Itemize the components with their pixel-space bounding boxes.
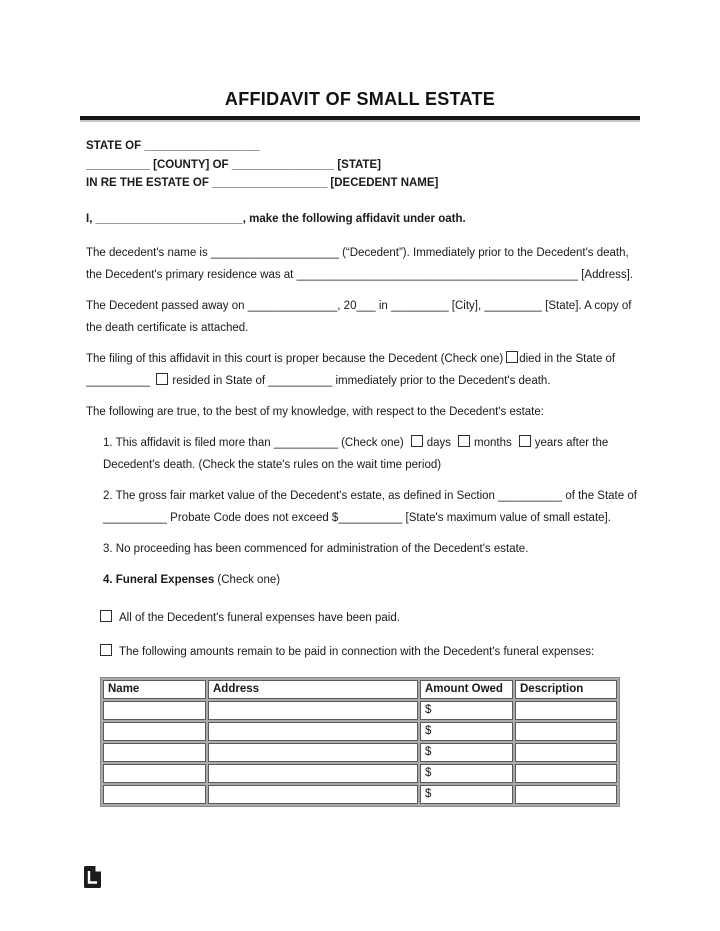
amounts-remain-label: The following amounts remain to be paid in connection with the Decedent's funeral expenses:: [119, 645, 595, 658]
table-cell-name[interactable]: [103, 743, 206, 762]
page-title: AFFIDAVIT OF SMALL ESTATE: [224, 89, 496, 109]
filing-venue-paragraph: The filing of this affidavit in this court is proper because the Decedent (Check one) died in the State of __________ resided in State of __________ immediately prior to the Decedent's death.: [86, 352, 616, 387]
years-checkbox[interactable]: [519, 435, 531, 447]
max-value-field: __________: [338, 511, 403, 524]
table-cell-amount-owed[interactable]: $: [420, 785, 513, 804]
wait-time-field: __________: [273, 436, 338, 449]
table-cell-description[interactable]: [515, 785, 617, 804]
death-city-field: _________: [391, 299, 449, 312]
table-cell-address[interactable]: [208, 764, 418, 783]
decedent-name-bracket-label: [DECEDENT NAME]: [330, 177, 439, 189]
item-2-market-value: 2. The gross fair market value of the Decedent's estate, as defined in Section __________ of the State of __________ Probate Code does not exceed $__________ [State's maximum value of small estate].: [103, 489, 637, 524]
caption-block: [86, 137, 638, 193]
state-bracket-label: [STATE]: [337, 158, 381, 171]
table-header-address: Address: [208, 680, 418, 699]
probate-state-field: __________: [103, 511, 167, 524]
months-checkbox[interactable]: [458, 435, 470, 447]
days-checkbox[interactable]: [411, 435, 423, 447]
died-state-field: __________: [86, 374, 150, 387]
table-cell-name[interactable]: [103, 701, 206, 720]
table-cell-address[interactable]: [208, 785, 418, 804]
item-3-no-proceeding: 3. No proceeding has been commenced for administration of the Decedent's estate.: [103, 542, 529, 555]
affiant-name-blank-field: _______________________: [95, 212, 243, 225]
table-cell-name[interactable]: [103, 785, 206, 804]
table-header-name: Name: [103, 680, 206, 699]
death-state-field: _________: [484, 299, 542, 312]
resided-state-field: __________: [268, 374, 333, 387]
table-cell-name[interactable]: [103, 764, 206, 783]
table-cell-name[interactable]: [103, 722, 206, 741]
state-of-label: STATE OF: [86, 140, 142, 152]
days-label: days: [426, 436, 452, 449]
funeral-owed-option: [86, 641, 638, 663]
months-label: months: [474, 436, 512, 449]
table-cell-description[interactable]: [515, 701, 617, 720]
title-rule: [80, 116, 640, 120]
legaltemplates-logo-icon: [84, 866, 101, 888]
item-1-wait-period: 1. This affidavit is filed more than __________ (Check one) days months years after the Decedent's death. (Check the state's rules on the wait time period): [103, 436, 609, 471]
county-state-blank-field: ________________: [231, 158, 335, 171]
decedent-name-blank-field: __________________: [212, 177, 328, 189]
state-blank-field: __________________: [144, 140, 260, 152]
in-re-label: IN RE THE ESTATE OF: [86, 177, 209, 189]
years-label: years: [534, 436, 563, 449]
residence-address-field: ____________________________________________: [296, 268, 579, 281]
oath-statement: [86, 208, 638, 230]
table-cell-description[interactable]: [515, 722, 617, 741]
decedent-name-field: ____________________: [210, 246, 339, 259]
table-header-amount-owed: Amount Owed: [420, 680, 513, 699]
table-cell-amount-owed[interactable]: $: [420, 764, 513, 783]
knowledge-intro: The following are true, to the best of my knowledge, with respect to the Decedent's estate:: [86, 405, 544, 418]
table-cell-description[interactable]: [515, 764, 617, 783]
death-date-paragraph: The Decedent passed away on ______________, 20___ in _________ [City], _________ [State]. A copy of the death certificate is attached.: [86, 299, 632, 334]
table-cell-amount-owed[interactable]: $: [420, 701, 513, 720]
table-cell-amount-owed[interactable]: $: [420, 722, 513, 741]
death-date-field: ______________: [247, 299, 338, 312]
table-header-description: Description: [515, 680, 617, 699]
expenses-paid-label: All of the Decedent's funeral expenses have been paid.: [119, 611, 400, 624]
funeral-expenses-label: 4. Funeral Expenses: [103, 573, 215, 586]
caption-line-state: [86, 137, 638, 156]
table-cell-address[interactable]: [208, 701, 418, 720]
funeral-expenses-table: [100, 677, 620, 807]
item-4-funeral-expenses: 4. Funeral Expenses (Check one): [103, 573, 281, 586]
table-cell-address[interactable]: [208, 722, 418, 741]
probate-section-field: __________: [498, 489, 563, 502]
table-cell-description[interactable]: [515, 743, 617, 762]
expenses-paid-checkbox[interactable]: [100, 610, 112, 622]
county-blank-field: __________: [86, 158, 150, 171]
death-year-field: ___: [356, 299, 376, 312]
county-of-label: [COUNTY] OF: [153, 158, 229, 171]
oath-prefix: I,: [86, 212, 93, 225]
table-cell-address[interactable]: [208, 743, 418, 762]
resided-in-state-checkbox[interactable]: [156, 373, 168, 385]
decedent-name-paragraph: The decedent's name is ____________________ (“Decedent”). Immediately prior to the Decedent's death, the Decedent's primary residence was at ____________________________________________ [Address].: [86, 246, 633, 281]
funeral-paid-option: [86, 607, 638, 629]
died-in-state-checkbox[interactable]: [506, 351, 518, 363]
caption-line-county: [86, 156, 638, 175]
table-cell-amount-owed[interactable]: $: [420, 743, 513, 762]
amounts-remain-checkbox[interactable]: [100, 644, 112, 656]
oath-suffix: , make the following affidavit under oath.: [242, 212, 466, 225]
document-content: [86, 137, 638, 807]
caption-line-estate: [86, 174, 638, 193]
